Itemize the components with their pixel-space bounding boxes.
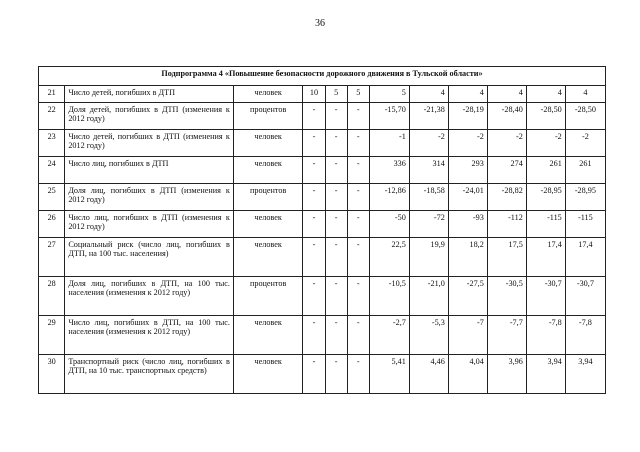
value-cell: 336 [369, 157, 409, 184]
value-cell: 22,5 [369, 238, 409, 277]
value-cell: - [347, 157, 369, 184]
value-cell: -15,70 [369, 103, 409, 130]
table-row [39, 184, 606, 211]
value-cell: - [347, 238, 369, 277]
value-cell: -7 [448, 316, 487, 355]
unit-cell: человек [233, 130, 303, 157]
unit-cell: человек [233, 211, 303, 238]
value-cell: -115 [565, 211, 605, 238]
value-cell: - [325, 238, 347, 277]
indicator-name: Число детей, погибших в ДТП (изменения к 2012 году) [65, 130, 234, 157]
value-cell: -7,7 [487, 316, 526, 355]
value-cell: - [303, 277, 325, 316]
indicator-name: Число лиц, погибших в ДТП (изменения к 2012 году) [65, 211, 234, 238]
value-cell: - [347, 211, 369, 238]
value-cell: -5,3 [409, 316, 448, 355]
value-cell: -28,95 [526, 184, 565, 211]
value-cell: -2 [487, 130, 526, 157]
unit-cell: процентов [233, 103, 303, 130]
value-cell: 4 [526, 86, 565, 103]
value-cell: - [347, 277, 369, 316]
row-number: 24 [39, 157, 65, 184]
indicators-table [38, 66, 606, 394]
value-cell: - [325, 277, 347, 316]
row-number: 25 [39, 184, 65, 211]
value-cell: 4,04 [448, 355, 487, 394]
value-cell: -24,01 [448, 184, 487, 211]
value-cell: 261 [526, 157, 565, 184]
unit-cell: человек [233, 238, 303, 277]
value-cell: -2 [526, 130, 565, 157]
value-cell: - [325, 355, 347, 394]
value-cell: 10 [303, 86, 325, 103]
unit-cell: процентов [233, 277, 303, 316]
value-cell: 293 [448, 157, 487, 184]
value-cell: -28,50 [526, 103, 565, 130]
value-cell: -2 [409, 130, 448, 157]
value-cell: 5 [347, 86, 369, 103]
value-cell: - [303, 130, 325, 157]
table-row [39, 355, 606, 394]
indicator-name: Транспортный риск (число лиц, погибших в ДТП, на 10 тыс. транспортных средств) [65, 355, 234, 394]
value-cell: - [303, 184, 325, 211]
value-cell: - [347, 103, 369, 130]
unit-cell: человек [233, 355, 303, 394]
table-row [39, 103, 606, 130]
row-number: 30 [39, 355, 65, 394]
unit-cell: человек [233, 86, 303, 103]
value-cell: - [347, 130, 369, 157]
value-cell: - [303, 355, 325, 394]
value-cell: -115 [526, 211, 565, 238]
value-cell: -2,7 [369, 316, 409, 355]
unit-cell: человек [233, 157, 303, 184]
value-cell: 4 [565, 86, 605, 103]
value-cell: 4 [409, 86, 448, 103]
indicator-name: Число лиц, погибших в ДТП, на 100 тыс. населения (изменения к 2012 году) [65, 316, 234, 355]
indicator-name: Доля лиц, погибших в ДТП, на 100 тыс. населения (изменения к 2012 году) [65, 277, 234, 316]
value-cell: - [347, 184, 369, 211]
value-cell: - [325, 184, 347, 211]
value-cell: -28,40 [487, 103, 526, 130]
value-cell: -1 [369, 130, 409, 157]
table-row [39, 86, 606, 103]
unit-cell: человек [233, 316, 303, 355]
value-cell: 18,2 [448, 238, 487, 277]
value-cell: -30,5 [487, 277, 526, 316]
value-cell: 17,4 [565, 238, 605, 277]
value-cell: -72 [409, 211, 448, 238]
row-number: 26 [39, 211, 65, 238]
value-cell: -27,5 [448, 277, 487, 316]
value-cell: - [303, 211, 325, 238]
indicator-name: Доля детей, погибших в ДТП (изменения к 2012 году) [65, 103, 234, 130]
value-cell: -112 [487, 211, 526, 238]
value-cell: - [303, 238, 325, 277]
value-cell: 261 [565, 157, 605, 184]
value-cell: 4 [448, 86, 487, 103]
value-cell: -2 [565, 130, 605, 157]
value-cell: 17,4 [526, 238, 565, 277]
row-number: 27 [39, 238, 65, 277]
value-cell: -18,58 [409, 184, 448, 211]
value-cell: - [325, 103, 347, 130]
indicator-name: Число лиц, погибших в ДТП [65, 157, 234, 184]
value-cell: -21,0 [409, 277, 448, 316]
indicator-name: Число детей, погибших в ДТП [65, 86, 234, 103]
table-row [39, 316, 606, 355]
table-row [39, 238, 606, 277]
value-cell: -30,7 [565, 277, 605, 316]
value-cell: -10,5 [369, 277, 409, 316]
value-cell: -2 [448, 130, 487, 157]
table-row [39, 277, 606, 316]
unit-cell: процентов [233, 184, 303, 211]
value-cell: 3,94 [565, 355, 605, 394]
row-number: 21 [39, 86, 65, 103]
value-cell: -12,86 [369, 184, 409, 211]
value-cell: 314 [409, 157, 448, 184]
value-cell: -28,19 [448, 103, 487, 130]
value-cell: -28,82 [487, 184, 526, 211]
table-row [39, 130, 606, 157]
value-cell: 5 [369, 86, 409, 103]
value-cell: 17,5 [487, 238, 526, 277]
row-number: 28 [39, 277, 65, 316]
value-cell: -7,8 [565, 316, 605, 355]
value-cell: -28,95 [565, 184, 605, 211]
value-cell: 19,9 [409, 238, 448, 277]
value-cell: 274 [487, 157, 526, 184]
value-cell: - [303, 103, 325, 130]
value-cell: -7,8 [526, 316, 565, 355]
section-header-row [39, 67, 606, 86]
value-cell: - [325, 130, 347, 157]
value-cell: -28,50 [565, 103, 605, 130]
value-cell: 3,94 [526, 355, 565, 394]
value-cell: - [325, 316, 347, 355]
value-cell: 3,96 [487, 355, 526, 394]
value-cell: - [325, 211, 347, 238]
value-cell: 4 [487, 86, 526, 103]
row-number: 29 [39, 316, 65, 355]
indicator-name: Социальный риск (число лиц, погибших в ДТП, на 100 тыс. населения) [65, 238, 234, 277]
section-title: Подпрограмма 4 «Повышение безопасности дорожного движения в Тульской области» [39, 67, 606, 86]
value-cell: -21,38 [409, 103, 448, 130]
value-cell: - [347, 355, 369, 394]
value-cell: 5 [325, 86, 347, 103]
value-cell: - [347, 316, 369, 355]
table-row [39, 211, 606, 238]
page-number: 36 [315, 18, 325, 29]
value-cell: 4,46 [409, 355, 448, 394]
table-row [39, 157, 606, 184]
value-cell: 5,41 [369, 355, 409, 394]
value-cell: -30,7 [526, 277, 565, 316]
value-cell: - [303, 157, 325, 184]
indicator-name: Доля лиц, погибших в ДТП (изменения к 2012 году) [65, 184, 234, 211]
value-cell: - [303, 316, 325, 355]
value-cell: -50 [369, 211, 409, 238]
row-number: 22 [39, 103, 65, 130]
value-cell: - [325, 157, 347, 184]
value-cell: -93 [448, 211, 487, 238]
row-number: 23 [39, 130, 65, 157]
